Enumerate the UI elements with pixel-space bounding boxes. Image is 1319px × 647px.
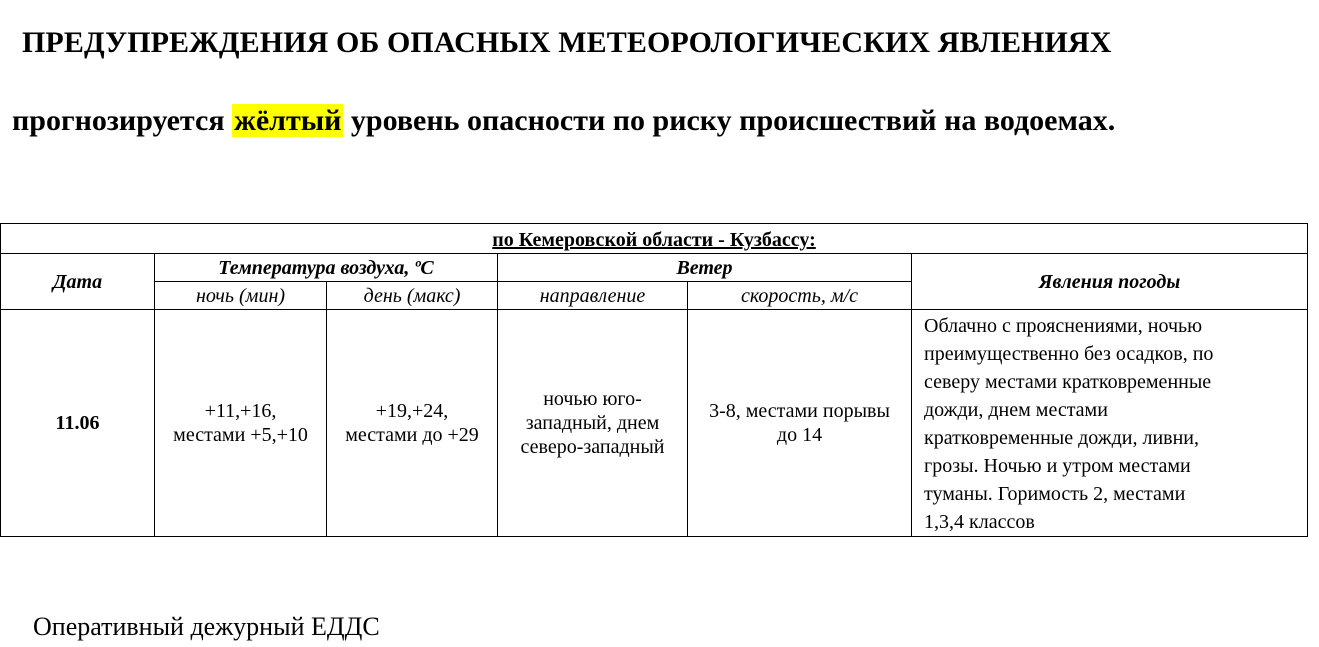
night-header: ночь (мин) xyxy=(155,282,327,310)
wind-speed-line: 3-8, местами порывы xyxy=(709,400,890,422)
wind-speed-cell xyxy=(688,310,912,537)
weather-forecast-table xyxy=(0,223,1308,537)
wind-direction-line: северо-западный xyxy=(520,436,665,458)
wind-direction-line: ночью юго- xyxy=(543,388,642,410)
date-header: Дата xyxy=(1,254,155,310)
phenomena-header: Явления погоды xyxy=(912,254,1308,310)
risk-suffix: уровень опасности по риску происшествий на водоемах. xyxy=(350,104,1116,137)
risk-prefix: прогнозируется xyxy=(12,104,225,137)
weather-phenomena-cell xyxy=(912,310,1308,537)
signature-duty-officer: Оперативный дежурный ЕДДС xyxy=(33,612,380,641)
risk-level-line xyxy=(12,104,1115,138)
speed-header: скорость, м/с xyxy=(688,282,912,310)
day-header: день (макс) xyxy=(327,282,498,310)
table-row xyxy=(1,310,1308,537)
phenomena-line: Облачно с прояснениями, ночью xyxy=(924,315,1203,337)
phenomena-line: грозы. Ночью и утром местами xyxy=(924,455,1191,477)
night-temperature-cell xyxy=(155,310,327,537)
phenomena-line: кратковременные дожди, ливни, xyxy=(924,427,1199,449)
phenomena-line: преимущественно без осадков, по xyxy=(924,343,1214,365)
region-title: по Кемеровской области - Кузбассу: xyxy=(1,224,1308,254)
phenomena-line: дожди, днем местами xyxy=(924,399,1108,421)
direction-header: направление xyxy=(498,282,688,310)
night-temp-line: местами +5,+10 xyxy=(173,424,308,446)
page-heading: ПРЕДУПРЕЖДЕНИЯ ОБ ОПАСНЫХ МЕТЕОРОЛОГИЧЕСКИХ ЯВЛЕНИЯХ xyxy=(22,26,1112,59)
day-temp-line: +19,+24, xyxy=(375,400,449,422)
phenomena-line: туманы. Горимость 2, местами xyxy=(924,483,1186,505)
temperature-header: Температура воздуха, ºС xyxy=(155,254,498,282)
phenomena-line: 1,3,4 классов xyxy=(924,511,1035,533)
date-cell: 11.06 xyxy=(1,310,155,537)
wind-direction-line: западный, днем xyxy=(525,412,660,434)
wind-header: Ветер xyxy=(498,254,912,282)
wind-speed-line: до 14 xyxy=(776,424,823,446)
night-temp-line: +11,+16, xyxy=(204,400,277,422)
day-temp-line: местами до +29 xyxy=(345,424,479,446)
phenomena-line: северу местами кратковременные xyxy=(924,371,1212,393)
day-temperature-cell xyxy=(327,310,498,537)
wind-direction-cell xyxy=(498,310,688,537)
risk-level-highlight: жёлтый xyxy=(234,104,342,137)
